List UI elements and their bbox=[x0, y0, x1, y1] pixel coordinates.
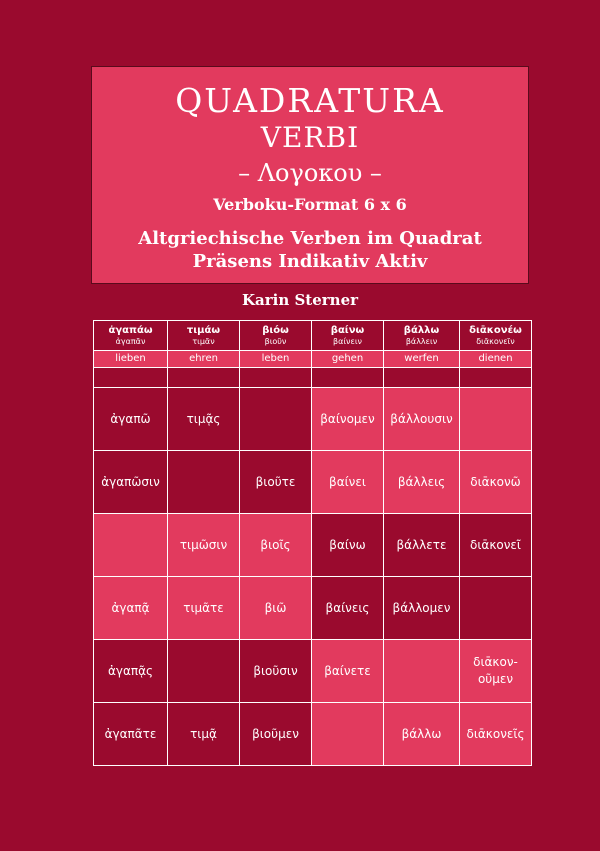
grid-row bbox=[94, 640, 532, 703]
cell-text: ἀγαπᾶτε bbox=[104, 726, 157, 741]
spacer-cell bbox=[312, 368, 384, 388]
grid-row bbox=[94, 703, 532, 766]
meaning-cell: gehen bbox=[312, 351, 384, 368]
infinitive-label: βιοῦν bbox=[264, 336, 287, 346]
grid-cell bbox=[168, 451, 240, 514]
header-cell bbox=[240, 321, 312, 351]
verb-label: διᾱκονέω bbox=[469, 324, 522, 336]
header-cell bbox=[168, 321, 240, 351]
grid-cell bbox=[312, 577, 384, 640]
cell-text: βάλλετε bbox=[396, 537, 447, 552]
cell-text: βάλλεις bbox=[397, 474, 446, 489]
spacer-cell bbox=[168, 368, 240, 388]
grid-cell bbox=[312, 640, 384, 703]
grid-cell bbox=[312, 451, 384, 514]
grid-cell bbox=[460, 388, 532, 451]
cell-text: βιοῦμεν bbox=[252, 726, 299, 741]
verb-grid bbox=[93, 320, 532, 766]
grid-cell bbox=[94, 514, 168, 577]
grid-cell bbox=[240, 451, 312, 514]
meaning-cell: leben bbox=[240, 351, 312, 368]
cell-text: βάλλομεν bbox=[392, 600, 451, 615]
grid-cell bbox=[240, 577, 312, 640]
grid-cell bbox=[94, 577, 168, 640]
header-cell bbox=[384, 321, 460, 351]
grid-cell bbox=[168, 640, 240, 703]
meaning-row bbox=[94, 351, 532, 368]
verb-label: βαίνω bbox=[330, 324, 365, 336]
title-quadratura: QUADRATURA bbox=[175, 81, 445, 120]
meaning-cell: dienen bbox=[460, 351, 532, 368]
header-row bbox=[94, 321, 532, 351]
verb-label: ἀγαπάω bbox=[108, 324, 153, 336]
grid-cell bbox=[384, 640, 460, 703]
header-cell bbox=[94, 321, 168, 351]
grid-cell bbox=[94, 388, 168, 451]
spacer-cell bbox=[384, 368, 460, 388]
grid-cell bbox=[312, 514, 384, 577]
grid-cell bbox=[384, 451, 460, 514]
grid-cell bbox=[94, 640, 168, 703]
verb-label: βιόω bbox=[262, 324, 289, 336]
cell-text: βιῶ bbox=[264, 600, 287, 615]
grid-cell bbox=[168, 388, 240, 451]
cell-text: βαίνετε bbox=[324, 663, 371, 678]
grid-cell bbox=[94, 451, 168, 514]
title-verbi: VERBI bbox=[260, 121, 360, 154]
cell-text: βαίνω bbox=[329, 537, 366, 552]
grid-cell bbox=[460, 703, 532, 766]
grid-row bbox=[94, 451, 532, 514]
grid-cell bbox=[240, 703, 312, 766]
infinitive-label: ἀγαπᾶν bbox=[115, 336, 146, 346]
grid-body bbox=[94, 388, 532, 766]
grid-cell bbox=[240, 514, 312, 577]
cell-text: βάλλουσιν bbox=[390, 411, 453, 426]
grid-row bbox=[94, 577, 532, 640]
meaning-cell: ehren bbox=[168, 351, 240, 368]
cell-text: ἀγαπῶσιν bbox=[101, 474, 160, 489]
grid-cell bbox=[384, 514, 460, 577]
subtitle-line1: Altgriechische Verben im Quadrat bbox=[138, 228, 482, 249]
title-logokou: – Λογοκου – bbox=[238, 159, 382, 187]
cell-text: τιμᾷς bbox=[186, 411, 221, 426]
grid-cell bbox=[168, 514, 240, 577]
grid-row bbox=[94, 514, 532, 577]
spacer-cell bbox=[94, 368, 168, 388]
cell-text: ἀγαπᾷ bbox=[111, 600, 150, 615]
cell-text: βιοῦτε bbox=[255, 474, 296, 489]
cell-text: διᾱκονεῖς bbox=[466, 726, 525, 741]
grid-cell bbox=[460, 577, 532, 640]
cell-text: βαίνει bbox=[329, 474, 366, 489]
grid-cell bbox=[94, 703, 168, 766]
cell-text: ἀγαπῶ bbox=[110, 411, 151, 426]
grid-cell bbox=[460, 514, 532, 577]
cell-text: οῦμεν bbox=[477, 672, 514, 686]
cell-text: τιμῶσιν bbox=[179, 537, 228, 552]
format-label: Verboku-Format 6 x 6 bbox=[213, 195, 407, 214]
grid-cell bbox=[460, 640, 532, 703]
meaning-cell: werfen bbox=[384, 351, 460, 368]
cell-text: βιοῖς bbox=[260, 537, 291, 552]
infinitive-label: βαίνειν bbox=[332, 336, 363, 346]
cell-text: βάλλω bbox=[401, 726, 442, 741]
meaning-cell: lieben bbox=[94, 351, 168, 368]
spacer-cell bbox=[240, 368, 312, 388]
verb-label: βάλλω bbox=[403, 324, 440, 336]
grid-cell bbox=[168, 703, 240, 766]
author-name: Karin Sterner bbox=[241, 291, 359, 309]
cell-text: βαίνομεν bbox=[320, 411, 375, 426]
grid-cell bbox=[384, 703, 460, 766]
grid-row bbox=[94, 388, 532, 451]
cell-text: διᾱκονῶ bbox=[470, 474, 521, 489]
cell-text: διᾱκον- bbox=[473, 655, 518, 669]
grid-cell bbox=[384, 388, 460, 451]
cell-text: ἀγαπᾷς bbox=[107, 663, 154, 678]
cell-text: βαίνεις bbox=[325, 600, 370, 615]
grid-cell bbox=[240, 388, 312, 451]
header-cell bbox=[312, 321, 384, 351]
grid-cell bbox=[168, 577, 240, 640]
infinitive-label: διᾱκονεῖν bbox=[476, 336, 515, 346]
grid-cell bbox=[312, 703, 384, 766]
subtitle-line2: Präsens Indikativ Aktiv bbox=[192, 251, 428, 272]
grid-cell bbox=[384, 577, 460, 640]
grid-cell bbox=[312, 388, 384, 451]
cell-text: τιμᾷ bbox=[190, 726, 217, 741]
cell-text: διᾱκονεῖ bbox=[470, 537, 521, 552]
cell-text: τιμᾶτε bbox=[183, 600, 224, 615]
spacer-cell bbox=[460, 368, 532, 388]
grid-cell bbox=[240, 640, 312, 703]
spacer-row bbox=[94, 368, 532, 388]
title-box bbox=[91, 66, 529, 284]
infinitive-label: τιμᾶν bbox=[192, 336, 215, 346]
header-cell bbox=[460, 321, 532, 351]
infinitive-label: βάλλειν bbox=[405, 336, 438, 346]
verb-label: τιμάω bbox=[186, 324, 221, 336]
cell-text: βιοῦσιν bbox=[253, 663, 298, 678]
grid-cell bbox=[460, 451, 532, 514]
